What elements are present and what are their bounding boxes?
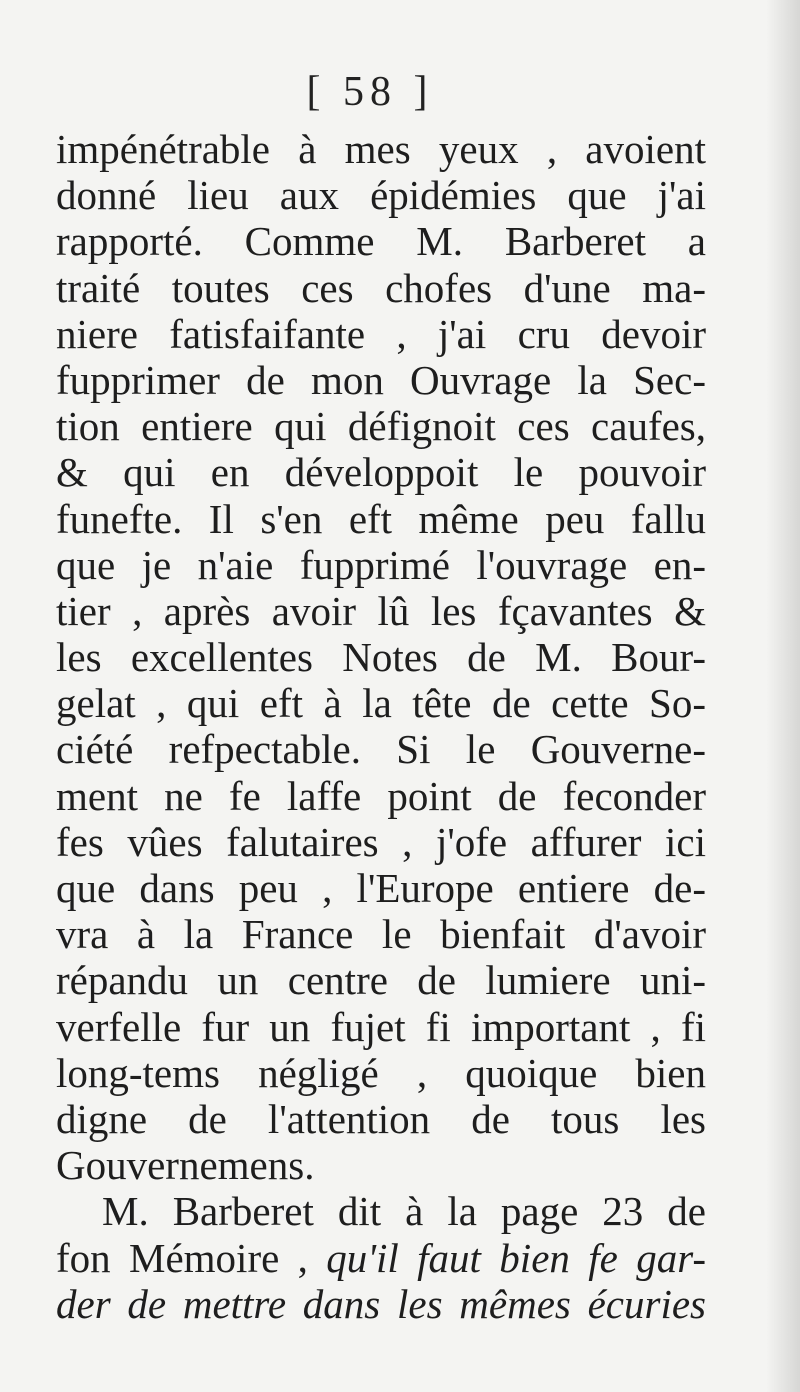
body-text [56,126,706,1327]
paragraph-1-line: ment ne fe laffe point de feconder [56,772,706,819]
paragraph-2-line-3: der de mettre dans les mêmes écuries [56,1280,706,1327]
paragraph-1-line: rapporté. Comme M. Barberet a [56,218,706,265]
paragraph-1-line: les excellentes Notes de M. Bour- [56,634,706,681]
paragraph-2-line-2-italic: qu'il faut bien fe gar- [326,1234,706,1281]
paragraph-1-line: Gouvernemens. [56,1142,315,1189]
paragraph-1-line: tion entiere qui défignoit ces caufes, [56,403,706,450]
paragraph-2-line-1: M. Barberet dit à la page 23 de [102,1188,706,1235]
page-edge-shadow [766,0,800,1392]
paragraph-1-line: digne de l'attention de tous les [56,1095,706,1142]
paragraph-1-line: impénétrable à mes yeux , avoient [56,126,706,172]
paragraph-1-line: vra à la France le bienfait d'avoir [56,911,706,958]
paragraph-1-line: fupprimer de mon Ouvrage la Sec- [56,356,706,403]
paragraph-2-line-2-roman: fon Mémoire , [56,1234,308,1281]
paragraph-1 [56,126,706,1188]
paragraph-1-line: tier , après avoir lû les fçavantes & [56,587,706,634]
paragraph-1-line: & qui en développoit le pouvoir [56,449,706,496]
paragraph-1-line: funefte. Il s'en eft même peu fallu [56,495,706,542]
paragraph-1-line: niere fatisfaifante , j'ai cru devoir [56,310,706,357]
paragraph-1-line: gelat , qui eft à la tête de cette So- [56,680,706,727]
paragraph-1-line: long-tems négligé , quoique bien [56,1049,706,1096]
page-number: [ 58 ] [306,69,434,115]
paragraph-1-line: répandu un centre de lumiere uni- [56,957,706,1004]
paragraph-1-line: verfelle fur un fujet fi important , fi [56,1003,706,1050]
paragraph-1-line: ciété refpectable. Si le Gouverne- [56,726,706,773]
paragraph-1-line: donné lieu aux épidémies que j'ai [56,172,706,219]
paragraph-1-line: traité toutes ces chofes d'une ma- [56,264,706,311]
paragraph-1-line: que dans peu , l'Europe entiere de- [56,865,706,911]
paragraph-1-line: fes vûes falutaires , j'ofe affurer ici [56,818,706,865]
paragraph-2-line-2 [56,1235,706,1281]
paragraph-2 [56,1188,706,1327]
paragraph-1-line: que je n'aie fupprimé l'ouvrage en- [56,541,706,588]
